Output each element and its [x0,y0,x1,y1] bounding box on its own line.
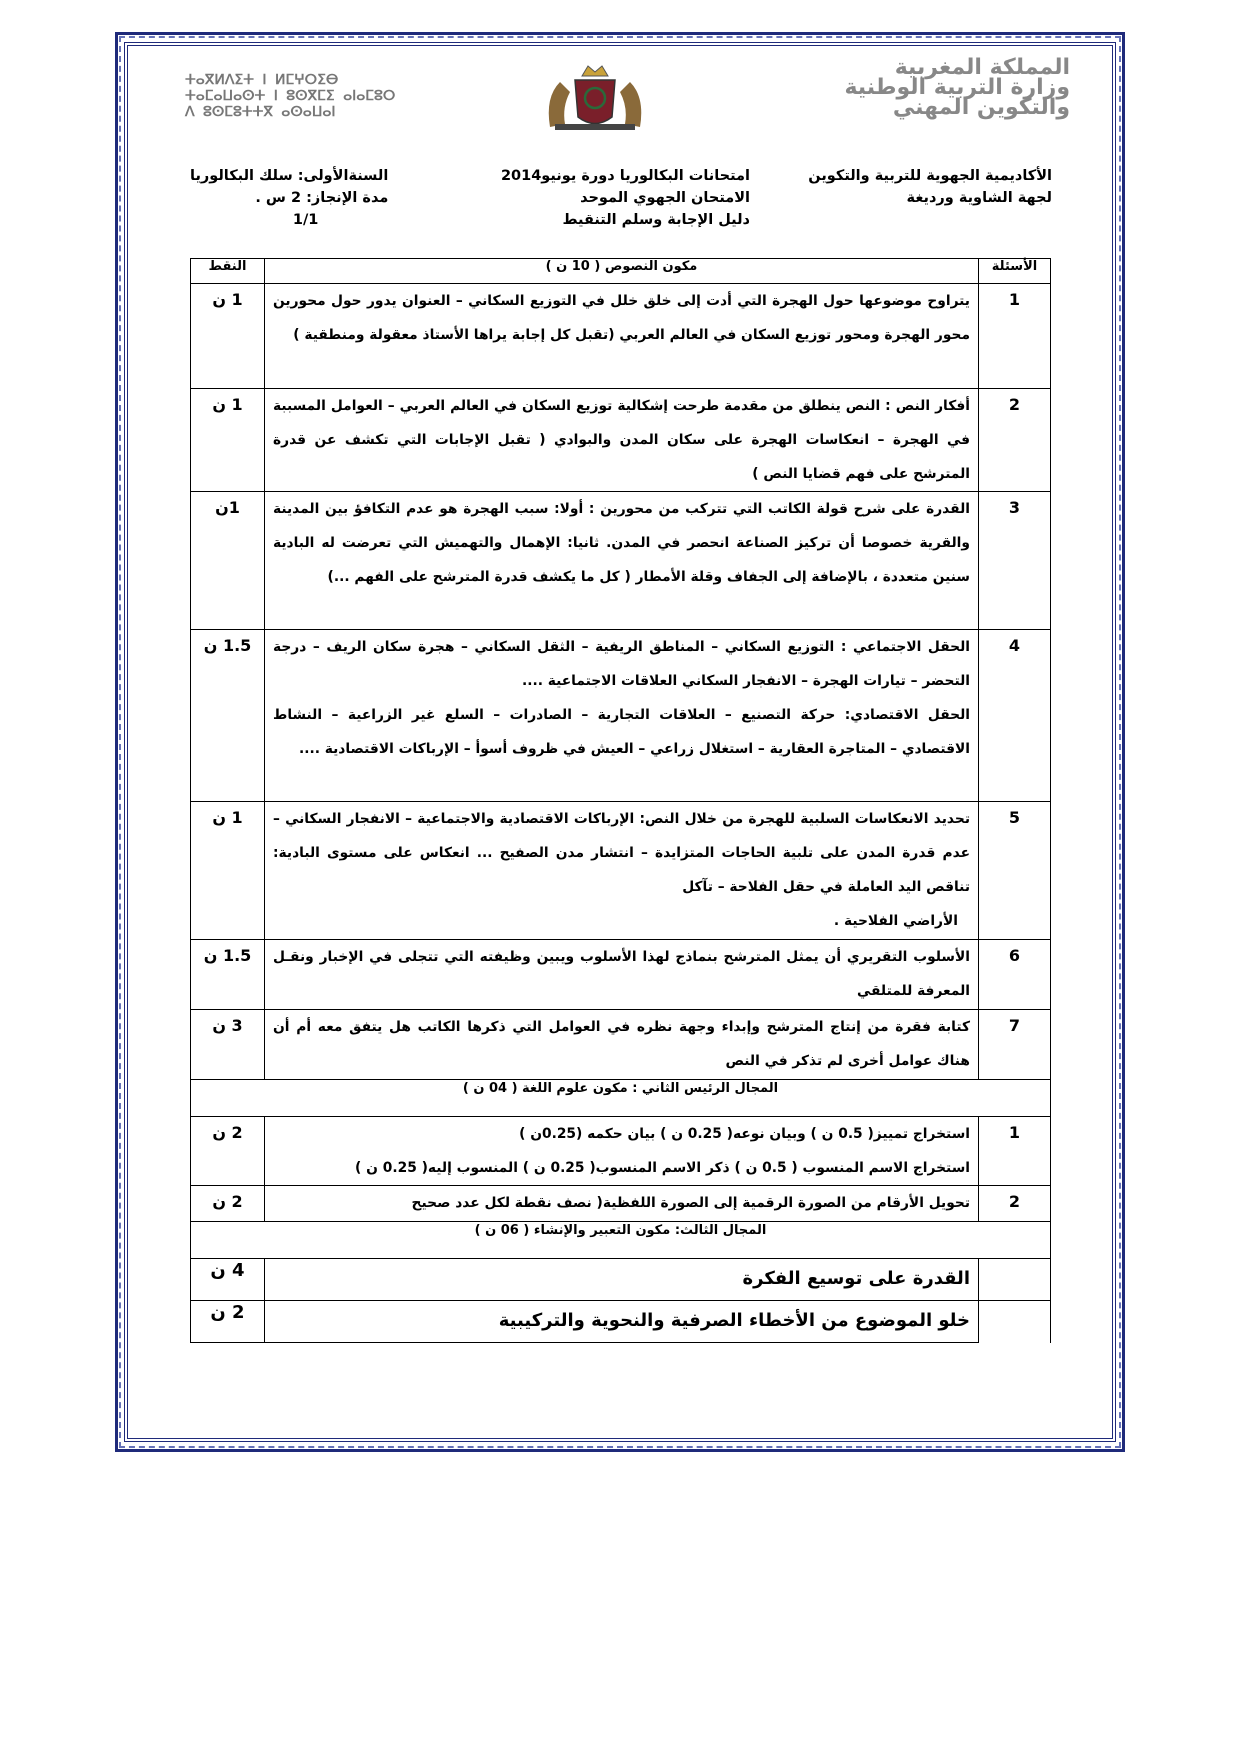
answer-text: يتراوح موضوعها حول الهجرة التي أدت إلى خلق خلل في التوزيع السكاني – العنوان يدور حول محورين محور الهجرة ومحور توزيع السكان في العالم العربي (تقبل كل إجابة يراها الأستاذ معقولة ومنطقية ) [265,284,979,389]
question-points: 1 ن [191,389,265,492]
table-row [191,1117,1051,1186]
economic-field-text: الحقل الاقتصادي: حركة التصنيع – العلاقات التجارية – الصادرات – السلع غير الزراعية – النشاط الاقتصادي – المتاجرة العقارية – استغلال زراعي – العيش في ظروف أسوأ – الإرباكات الاقتصادية .... [273,707,970,757]
answer-text-continued: استخراج الاسم المنسوب ( 0.5 ن ) ذكر الاسم المنسوب( 0.25 ن ) المنسوب إليه( 0.25 ن ) [355,1160,970,1176]
letterhead-tifinagh [185,72,515,120]
letterhead-ministry: وزارة التربية الوطنية [844,75,1070,100]
col-header-texts: مكون النصوص ( 10 ن ) [265,259,979,284]
question-number: 3 [979,492,1051,630]
criterion-points: 2 ن [191,1301,265,1343]
exam-level: السنةالأولى: سلك البكالوريا [190,168,389,184]
grading-table [190,258,1051,1343]
table-row [191,1301,1051,1343]
answer-text-group [265,1117,979,1186]
section2-title: المجال الرئيس الثاني : مكون علوم اللغة ( 04 ن ) [191,1080,1051,1117]
section3-title: المجال الثالث: مكون التعبير والإنشاء ( 06 ن ) [191,1222,1051,1259]
table-row [191,940,1051,1010]
empty-cell [979,1301,1051,1343]
academy-info [808,165,1052,209]
letterhead-arabic [740,55,1070,120]
question-number: 2 [979,1186,1051,1222]
answer-text: استخراج تمييز( 0.5 ن ) وبيان نوعه( 0.25 ن ) بيان حكمه (0.25ن ) [519,1126,970,1142]
letterhead-ministry-2: والتكوين المهني [892,95,1070,120]
answer-text: تحويل الأرقام من الصورة الرقمية إلى الصورة اللفظية( نصف نقطة لكل عدد صحيح [265,1186,979,1222]
exam-info [501,165,750,231]
criterion-text: القدرة على توسيع الفكرة [265,1259,979,1301]
exam-guide-title: دليل الإجابة وسلم التنقيط [562,212,750,228]
question-points: 2 ن [191,1117,265,1186]
royal-emblem-icon [540,62,650,132]
question-points: 2 ن [191,1186,265,1222]
col-header-points: النقط [191,259,265,284]
answer-text: القدرة على شرح قولة الكاتب التي تتركب من محورين : أولا: سبب الهجرة هو عدم التكافؤ بين المدينة والقرية خصوصا أن تركيز الصناعة انحصر في المدن. ثانيا: الإهمال والتهميش التي تعرضت له البادية سنين متعددة ، بالإضافة إلى الجفاف وقلة الأمطار ( كل ما يكشف قدرة المترشح على الفهم ...) [265,492,979,630]
question-number: 2 [979,389,1051,492]
exam-type: الامتحان الجهوي الموحد [580,190,750,206]
question-number: 5 [979,802,1051,940]
question-points: 1.5 ن [191,630,265,802]
question-points: 1 ن [191,284,265,389]
section-header-row [191,1222,1051,1259]
exam-duration: مدة الإنجاز: 2 س . [255,190,389,206]
answer-text-group [265,802,979,940]
table-row [191,1010,1051,1080]
table-row [191,284,1051,389]
page-number: 1/1 [292,212,319,228]
criterion-points: 4 ن [191,1259,265,1301]
answer-text: الأسلوب التقريري أن يمثل المترشح بنماذج لهذا الأسلوب ويبين وظيفته التي تتجلى في الإخبار ونقـل المعرفة للمتلقي [265,940,979,1010]
criterion-text: خلو الموضوع من الأخطاء الصرفية والنحوية والتركيبية [265,1301,979,1343]
answer-text: تحديد الانعكاسات السلبية للهجرة من خلال النص: الإرباكات الاقتصادية والاجتماعية – الانفجار السكاني – عدم قدرة المدن على تلبية الحاجات المتزايدة – انتشار مدن الصفيح ... انعكاس على مستوى البادية: تناقص اليد العاملة في حقل الفلاحة – تآكل [273,811,970,895]
question-number: 7 [979,1010,1051,1080]
question-number: 1 [979,284,1051,389]
table-row [191,389,1051,492]
col-header-questions: الأسئلة [979,259,1051,284]
answer-text-continued: الأراضي الفلاحية . [833,913,958,929]
letterhead-kingdom: المملكة المغربية [894,55,1070,80]
exam-session: امتحانات البكالوريا دورة يونيو2014 [500,168,750,184]
answer-text: أفكار النص : النص ينطلق من مقدمة طرحت إشكالية توزيع السكان في العالم العربي – العوامل المسببة في الهجرة – انعكاسات الهجرة على سكان المدن والبوادي ( تقبل الإجابات التي تكشف عن قدرة المترشح على فهم قضايا النص ) [265,389,979,492]
table-header-row [191,259,1051,284]
question-number: 4 [979,630,1051,802]
social-field-text: الحقل الاجتماعي : التوزيع السكاني – المناطق الريفية – الثقل السكاني – هجرة سكان الريف – درجة التحضر – تيارات الهجرة – الانفجار السكاني العلاقات الاجتماعية .... [273,639,970,689]
question-points: 1 ن [191,802,265,940]
section-header-row [191,1080,1051,1117]
table-row [191,492,1051,630]
academy-region: لجهة الشاوية ورديغة [906,190,1052,206]
letterhead-tifinagh-3: ⴷ ⵓⵙⵎⵓⵜⵜⴳ ⴰⵙⴰⵡⴰⵏ [185,104,336,120]
letterhead-tifinagh-1: ⵜⴰⴳⵍⴷⵉⵜ ⵏ ⵍⵎⵖⵔⵉⴱ [185,72,339,88]
table-row [191,1259,1051,1301]
letterhead-tifinagh-2: ⵜⴰⵎⴰⵡⴰⵙⵜ ⵏ ⵓⵙⴳⵎⵉ ⴰⵏⴰⵎⵓⵔ [185,88,396,104]
question-number: 6 [979,940,1051,1010]
question-points: 3 ن [191,1010,265,1080]
question-number: 1 [979,1117,1051,1186]
answer-text-group [265,630,979,802]
level-info [190,165,388,231]
question-points: 1ن [191,492,265,630]
table-row [191,802,1051,940]
answer-text: كتابة فقرة من إنتاج المترشح وإبداء وجهة نظره في العوامل التي ذكرها الكاتب هل يتفق معه أم أن هناك عوامل أخرى لم تذكر في النص [265,1010,979,1080]
table-row [191,1186,1051,1222]
question-points: 1.5 ن [191,940,265,1010]
table-row [191,630,1051,802]
academy-name: الأكاديمية الجهوية للتربية والتكوين [808,168,1052,184]
empty-cell [979,1259,1051,1301]
